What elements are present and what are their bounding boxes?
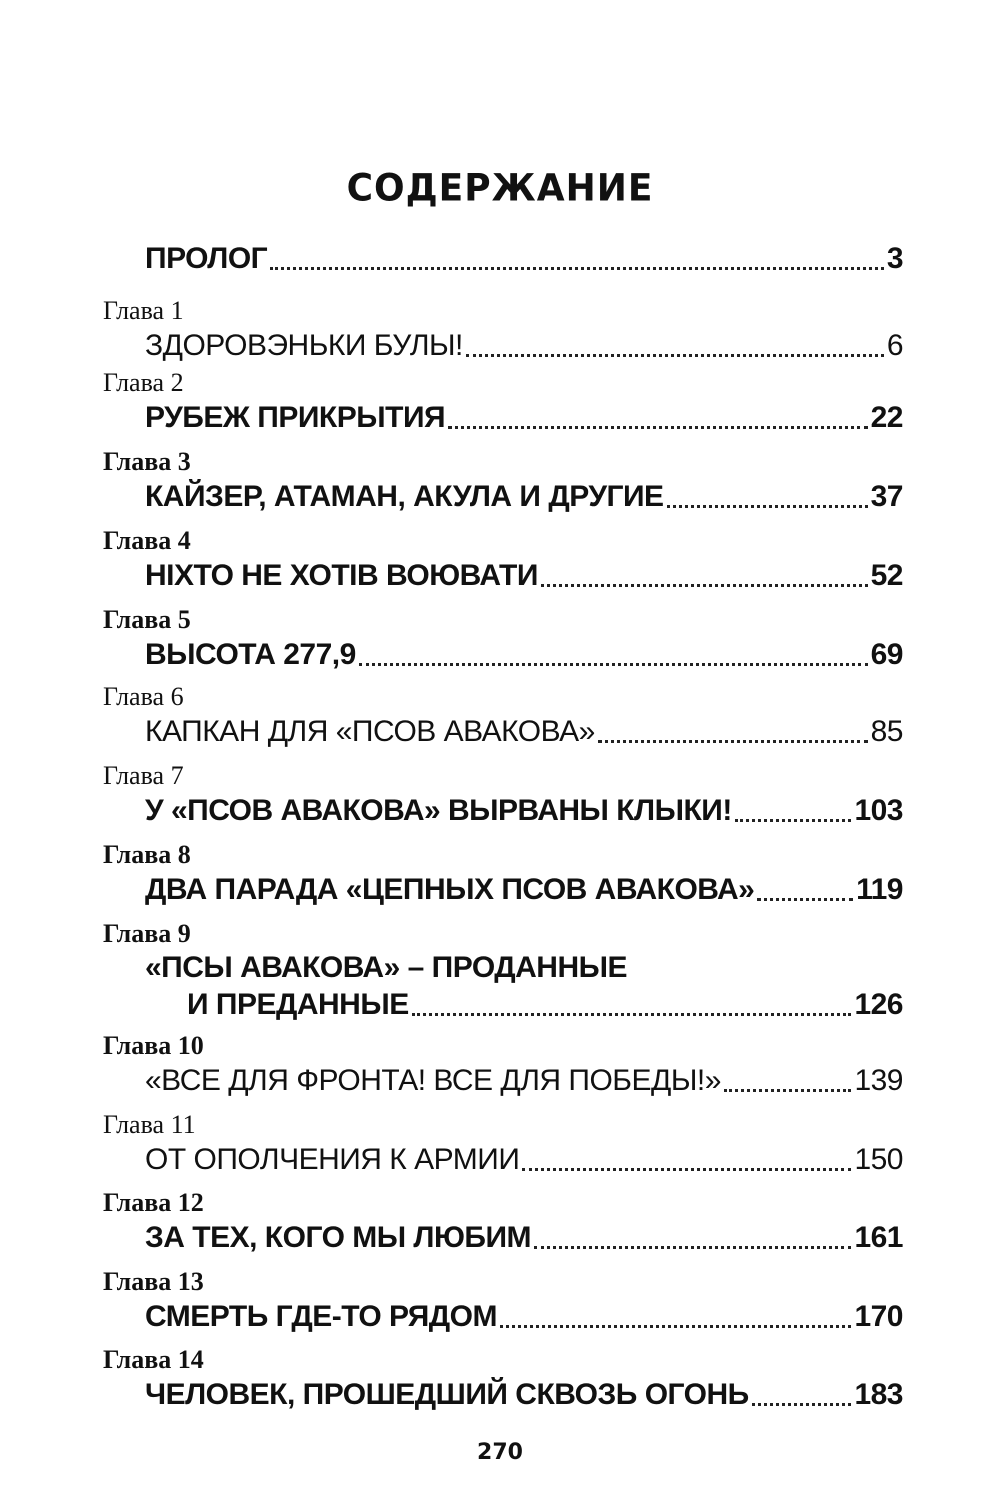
dot-leader: [667, 505, 868, 508]
dot-leader: [541, 584, 868, 587]
dot-leader: [534, 1246, 851, 1249]
toc-entry-title: «ВСЕ ДЛЯ ФРОНТА! ВСЕ ДЛЯ ПОБЕДЫ!»: [145, 1064, 721, 1097]
toc-entry-title: У «ПСОВ АВАКОВА» ВЫРВАНЫ КЛЫКИ!: [145, 794, 732, 827]
toc-entry-title: ОТ ОПОЛЧЕНИЯ К АРМИИ: [145, 1143, 520, 1176]
toc-entry-title: ЗА ТЕХ, КОГО МЫ ЛЮБИМ: [145, 1221, 532, 1254]
toc-entry-chapter-2: [103, 369, 903, 437]
toc-page-number: 170: [854, 1300, 903, 1333]
toc-line: [145, 1298, 903, 1336]
toc-page-number: 119: [856, 873, 903, 906]
toc-entry-chapter-3: [103, 448, 903, 516]
dot-leader: [724, 1089, 852, 1092]
dot-leader: [752, 1403, 852, 1406]
toc-entry-title: КАЙЗЕР, АТАМАН, АКУЛА И ДРУГИЕ: [145, 480, 664, 513]
chapter-label: Глава 1: [103, 296, 184, 325]
dot-leader: [500, 1325, 851, 1328]
toc-entry-chapter-12: [103, 1189, 903, 1257]
dot-leader: [466, 354, 884, 357]
toc-line: [145, 713, 903, 751]
toc-entry-prologue: [103, 240, 903, 278]
toc-entry-title: И ПРЕДАННЫЕ: [187, 988, 409, 1021]
toc-page-number: 161: [854, 1221, 903, 1254]
toc-entry-title: РУБЕЖ ПРИКРЫТИЯ: [145, 401, 446, 434]
toc-line: [187, 986, 903, 1024]
dot-leader: [270, 267, 884, 270]
toc-page-number: 52: [870, 559, 903, 592]
page-title: СОДЕРЖАНИЕ: [346, 166, 654, 211]
toc-line: [145, 792, 903, 830]
page-number-footer: 270: [477, 1440, 523, 1465]
toc-entry-chapter-7: [103, 762, 903, 830]
toc-entry-chapter-6: [103, 683, 903, 751]
toc-entry-chapter-5: [103, 606, 903, 674]
chapter-label: Глава 2: [103, 368, 184, 397]
toc-line: [145, 1062, 903, 1100]
toc-entry-chapter-10: [103, 1032, 903, 1100]
dot-leader: [598, 740, 868, 743]
toc-entry-title: ЧЕЛОВЕК, ПРОШЕДШИЙ СКВОЗЬ ОГОНЬ: [145, 1378, 749, 1411]
chapter-label: Глава 6: [103, 682, 184, 711]
toc-line: [145, 557, 903, 595]
chapter-label: Глава 11: [103, 1110, 196, 1139]
toc-entry-title-line-1: «ПСЫ АВАКОВА» – ПРОДАННЫЕ: [145, 951, 628, 984]
toc-entry-chapter-13: [103, 1268, 903, 1336]
toc-line: [145, 399, 903, 437]
toc-entry-title: ДВА ПАРАДА «ЦЕПНЫХ ПСОВ АВАКОВА»: [145, 873, 755, 906]
toc-entry-chapter-14: [103, 1346, 903, 1414]
chapter-label: Глава 8: [103, 840, 191, 869]
toc-entry-title: ПРОЛОГ: [145, 242, 268, 275]
chapter-label: Глава 7: [103, 761, 184, 790]
toc-line: [145, 636, 903, 674]
chapter-label: Глава 13: [103, 1267, 204, 1296]
toc-entry-chapter-11: [103, 1111, 903, 1179]
toc-line: [145, 240, 903, 278]
chapter-label: Глава 9: [103, 919, 191, 948]
toc-line: [145, 1219, 903, 1257]
chapter-label: Глава 3: [103, 447, 191, 476]
toc-line: [145, 478, 903, 516]
toc-page-number: 3: [886, 242, 903, 275]
toc-page-number: 183: [854, 1378, 903, 1411]
dot-leader: [735, 819, 852, 822]
dot-leader: [359, 663, 868, 666]
toc-entry-title: ВЫСОТА 277,9: [145, 638, 356, 671]
toc-line: [145, 327, 903, 365]
toc-page-number: 150: [854, 1143, 903, 1176]
chapter-label: Глава 12: [103, 1188, 204, 1217]
dot-leader: [448, 426, 868, 429]
toc-line: [145, 1376, 903, 1414]
toc-page-number: 69: [870, 638, 903, 671]
toc-entry-chapter-9: [103, 920, 903, 1024]
toc-entry-chapter-8: [103, 841, 903, 909]
toc-line: [145, 1141, 903, 1179]
toc-page-number: 126: [854, 988, 903, 1021]
chapter-label: Глава 10: [103, 1031, 204, 1060]
toc-entry-title: КАПКАН ДЛЯ «ПСОВ АВАКОВА»: [145, 715, 595, 748]
toc-page-number: 22: [870, 401, 903, 434]
toc-page-number: 6: [886, 329, 903, 362]
toc-entry-title: ЗДОРОВЭНЬКИ БУЛЫ!: [145, 329, 463, 362]
toc-page-number: 85: [870, 715, 903, 748]
toc-page-number: 139: [854, 1064, 903, 1097]
chapter-label: Глава 14: [103, 1345, 204, 1374]
toc-entry-chapter-4: [103, 527, 903, 595]
toc-entry-title: НІХТО НЕ ХОТІВ ВОЮВАТИ: [145, 559, 538, 592]
toc-page-number: 37: [870, 480, 903, 513]
chapter-label: Глава 5: [103, 605, 191, 634]
chapter-label: Глава 4: [103, 526, 191, 555]
dot-leader: [522, 1168, 851, 1171]
toc-line: [145, 871, 903, 909]
toc-entry-title: СМЕРТЬ ГДЕ-ТО РЯДОМ: [145, 1300, 498, 1333]
dot-leader: [757, 898, 853, 901]
toc-entry-chapter-1: [103, 297, 903, 365]
toc-page-number: 103: [854, 794, 903, 827]
dot-leader: [412, 1013, 852, 1016]
